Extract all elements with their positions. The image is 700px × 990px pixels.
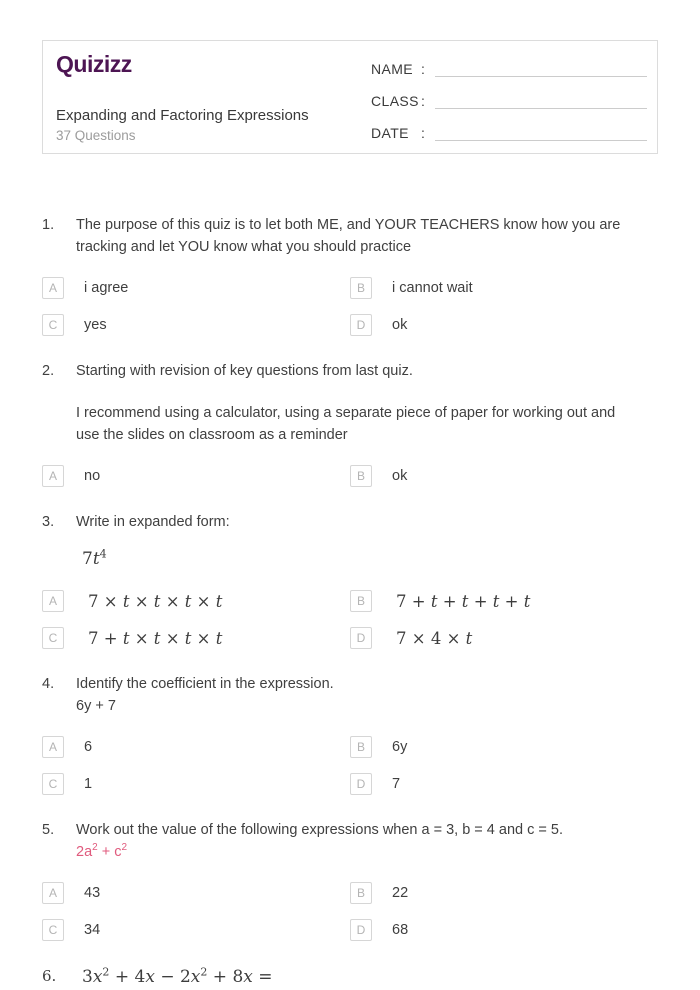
- option-a: [42, 465, 350, 487]
- option-d: [350, 627, 658, 649]
- highlighted-expression-block: [76, 841, 658, 863]
- date-colon: :: [421, 125, 425, 141]
- title-group: [56, 107, 309, 143]
- option-text: 7 + t + t + t + t: [396, 591, 531, 611]
- question-body: [76, 673, 658, 717]
- question-text-line: Identify the coefficient in the expression.: [76, 676, 334, 692]
- question-row: [42, 819, 658, 863]
- option-a: [42, 736, 350, 758]
- option-b: [350, 736, 658, 758]
- question-text-block: [76, 402, 658, 446]
- option-letter-box: D: [350, 627, 372, 649]
- question-number: 3.: [42, 514, 55, 530]
- name-blank-line: [435, 56, 647, 77]
- option-a: [42, 590, 350, 612]
- option-text: 68: [392, 922, 409, 938]
- expression-line: $2a^2 + c^2$: [76, 842, 128, 860]
- option-text: yes: [84, 317, 107, 333]
- option-text: 7: [392, 776, 401, 792]
- name-label: NAME: [371, 61, 414, 77]
- option-letter-box: A: [42, 277, 64, 299]
- question-row: [42, 214, 658, 258]
- option-text: 7 × 4 × t: [396, 628, 473, 648]
- option-letter-box: B: [350, 736, 372, 758]
- option-letter-box: B: [350, 277, 372, 299]
- option-b: [350, 277, 658, 299]
- question: [42, 673, 658, 795]
- question-body: [76, 511, 658, 571]
- expression-line: $7t^4$: [82, 547, 107, 569]
- option-letter-box: D: [350, 919, 372, 941]
- option-text: 6y: [392, 739, 408, 755]
- math-expression-block: [76, 547, 658, 571]
- option-letter-box: A: [42, 882, 64, 904]
- question: [42, 965, 658, 989]
- question-text-block: [76, 673, 658, 717]
- option-text: i cannot wait: [392, 280, 473, 296]
- options-grid: [42, 590, 658, 649]
- option-b: [350, 465, 658, 487]
- option-text: i agree: [84, 280, 129, 296]
- quiz-title: Expanding and Factoring Expressions: [56, 107, 309, 124]
- option-text: 34: [84, 922, 101, 938]
- class-label: CLASS: [371, 93, 419, 109]
- option-b: [350, 590, 658, 612]
- question-row: [42, 511, 658, 571]
- question-text-block: [76, 360, 658, 382]
- question-body: [76, 360, 658, 446]
- option-text: no: [84, 468, 101, 484]
- question: [42, 819, 658, 941]
- option-d: [350, 773, 658, 795]
- question-row: [42, 673, 658, 717]
- question-number: 5.: [42, 822, 55, 838]
- option-text: 1: [84, 776, 93, 792]
- option-letter-box: D: [350, 314, 372, 336]
- question-number: 6.: [42, 967, 57, 985]
- question-number: 1.: [42, 217, 55, 233]
- question-text-line: use the slides on classroom as a reminder: [76, 427, 348, 443]
- class-blank-line: [435, 88, 647, 109]
- header-card: [42, 40, 658, 154]
- option-letter-box: B: [350, 465, 372, 487]
- option-a: [42, 277, 350, 299]
- question: [42, 214, 658, 336]
- option-letter-box: B: [350, 590, 372, 612]
- question-number: 4.: [42, 676, 55, 692]
- option-text: 43: [84, 885, 101, 901]
- quizizz-logo: Quizizz: [56, 51, 132, 77]
- option-letter-box: A: [42, 465, 64, 487]
- option-text: 7 × t × t × t × t: [88, 591, 223, 611]
- question-text-block: [76, 511, 658, 533]
- date-blank-line: [435, 120, 647, 141]
- date-field-row: [371, 117, 647, 141]
- option-c: [42, 919, 350, 941]
- question-body: [76, 819, 658, 863]
- option-letter-box: C: [42, 627, 64, 649]
- date-label: DATE: [371, 125, 409, 141]
- question-text-line: Starting with revision of key questions from last quiz.: [76, 363, 413, 379]
- question-body: [76, 965, 658, 989]
- question-text-block: [76, 214, 658, 258]
- option-d: [350, 314, 658, 336]
- question-text-line: The purpose of this quiz is to let both ME, and YOUR TEACHERS know how you are: [76, 217, 621, 233]
- option-letter-box: D: [350, 773, 372, 795]
- options-grid: [42, 882, 658, 941]
- quiz-question-count: 37 Questions: [56, 128, 136, 143]
- question-row: [42, 965, 658, 989]
- options-grid: [42, 277, 658, 336]
- option-letter-box: C: [42, 919, 64, 941]
- student-info-fields: [371, 53, 647, 149]
- option-letter-box: C: [42, 314, 64, 336]
- option-text: 6: [84, 739, 93, 755]
- option-text: 7 + t × t × t × t: [88, 628, 223, 648]
- option-letter-box: B: [350, 882, 372, 904]
- option-c: [42, 627, 350, 649]
- question-text-line: I recommend using a calculator, using a separate piece of paper for working out and: [76, 405, 616, 421]
- question-text-line: tracking and let YOU know what you should practice: [76, 239, 412, 255]
- option-letter-box: A: [42, 590, 64, 612]
- name-colon: :: [421, 61, 425, 77]
- options-grid: [42, 465, 658, 487]
- class-colon: :: [421, 93, 425, 109]
- expression-line: $3x^2 + 4x - 2x^2 + 8x$ =: [82, 965, 273, 987]
- option-text: ok: [392, 468, 408, 484]
- option-d: [350, 919, 658, 941]
- option-a: [42, 882, 350, 904]
- option-text: ok: [392, 317, 408, 333]
- question-text-line: Work out the value of the following expressions when a = 3, b = 4 and c = 5.: [76, 822, 563, 838]
- question-row: [42, 360, 658, 446]
- option-c: [42, 314, 350, 336]
- question-body: [76, 214, 658, 258]
- question-text-line: Write in expanded form:: [76, 514, 230, 530]
- question: [42, 511, 658, 649]
- questions-list: [42, 214, 658, 990]
- option-text: 22: [392, 885, 409, 901]
- option-letter-box: A: [42, 736, 64, 758]
- question: [42, 360, 658, 487]
- name-field-row: [371, 53, 647, 77]
- option-c: [42, 773, 350, 795]
- class-field-row: [371, 85, 647, 109]
- question-text-line: 6y + 7: [76, 698, 116, 714]
- option-letter-box: C: [42, 773, 64, 795]
- question-number: 2.: [42, 363, 55, 379]
- options-grid: [42, 736, 658, 795]
- math-expression-block: [76, 965, 658, 989]
- option-b: [350, 882, 658, 904]
- question-text-block: [76, 819, 658, 841]
